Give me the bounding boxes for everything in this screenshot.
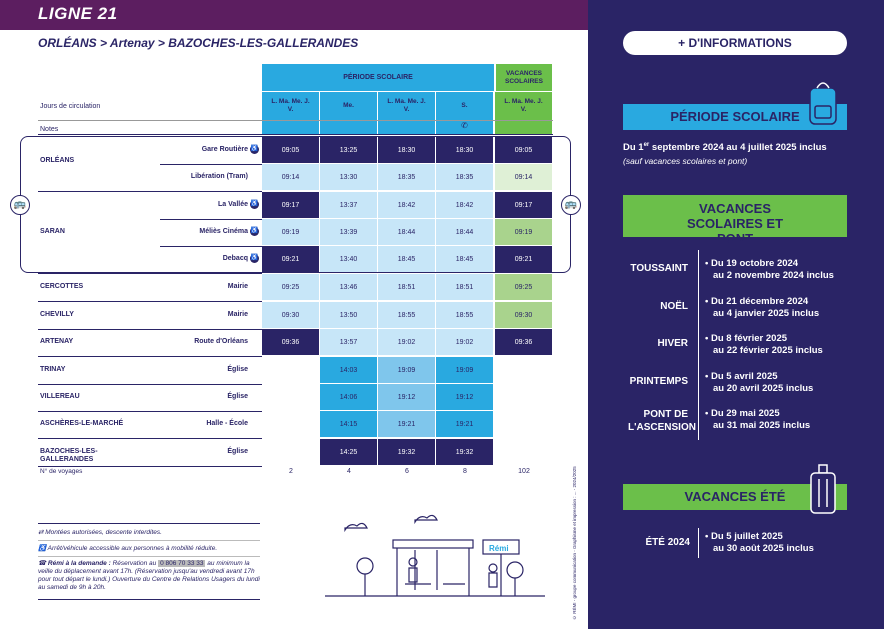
bus-icon: 🚌: [561, 195, 581, 215]
holiday-date-start: • Du 29 mai 2025: [705, 408, 780, 419]
time-cell: 19:32: [436, 439, 494, 466]
divider: [38, 523, 260, 524]
time-cell: 19:12: [378, 384, 436, 411]
time-cell: 09:36: [262, 329, 320, 356]
trips-label: N° de voyages: [40, 468, 83, 475]
divider: [38, 356, 262, 357]
time-cell: 18:51: [378, 274, 436, 301]
time-cell: [495, 439, 553, 466]
time-cell: 09:36: [495, 329, 553, 356]
wheelchair-icon: ♿: [250, 201, 259, 207]
city-name: CERCOTTES: [40, 283, 84, 290]
time-cell: 09:25: [495, 274, 553, 301]
notes-label: Notes: [40, 126, 59, 133]
credits-vertical: © RÉMI - groupe communication - Graphisme et impression : ... - 2024/2025: [572, 466, 577, 620]
time-cell: 09:17: [495, 192, 553, 219]
urban-zone-frame: [20, 136, 571, 273]
time-cell: [262, 439, 320, 466]
time-cell: 13:57: [320, 329, 378, 356]
time-cell: 18:35: [436, 164, 494, 191]
trip-number: 102: [518, 468, 530, 475]
phone-icon: ☎: [38, 560, 48, 567]
notes-cell: [262, 121, 320, 134]
time-cell: 09:21: [262, 246, 320, 273]
legend-on-demand: ☎ Rémi à la demande : Réservation au 0 806 70 33 33 au minimum la veille du déplacement avant 17h. (Réservation jusqu'au vendredi avant 17h pour tout départ le lundi.) Ouverture du Centre de Relations Usagers du lundi au samedi de 9h à 20h.: [38, 560, 260, 591]
wheelchair-icon: ♿: [250, 146, 259, 152]
school-period-dates: Du 1er septembre 2024 au 4 juillet 2025 inclus: [623, 142, 827, 154]
time-cell: 18:45: [378, 246, 436, 273]
time-cell: 09:30: [262, 302, 320, 329]
time-cell: 14:06: [320, 384, 378, 411]
city-name: BAZOCHES-LES-GALLERANDES: [40, 448, 98, 463]
holiday-name: PRINTEMPS: [629, 376, 688, 387]
holiday-date-end: au 31 mai 2025 inclus: [713, 420, 811, 431]
time-cell: 19:09: [436, 357, 494, 384]
stop-name: Debacq: [222, 255, 248, 262]
divider: [38, 273, 262, 274]
bus-icon: 🚌: [10, 195, 30, 215]
time-cell: 18:45: [436, 246, 494, 273]
stop-name: Route d'Orléans: [194, 338, 248, 345]
time-cell: 18:44: [436, 219, 494, 246]
city-name: ARTENAY: [40, 338, 74, 345]
holiday-date-start: • Du 21 décembre 2024: [705, 296, 809, 307]
time-cell: 18:55: [436, 302, 494, 329]
holiday-date-end: au 20 avril 2025 inclus: [713, 383, 814, 394]
stop-name: Méliès Cinéma: [199, 228, 248, 235]
divider: [38, 411, 262, 412]
divider: [38, 599, 260, 600]
holiday-date-start: • Du 5 avril 2025: [705, 371, 778, 382]
time-cell: 09:05: [262, 137, 320, 164]
time-cell: 19:21: [436, 411, 494, 438]
time-cell: 13:37: [320, 192, 378, 219]
time-cell: [262, 384, 320, 411]
time-cell: 19:02: [378, 329, 436, 356]
column-header: S.: [436, 92, 494, 120]
remi-logo: Rémi: [489, 544, 509, 553]
time-cell: [262, 357, 320, 384]
suitcase-icon: [808, 463, 838, 519]
holiday-name: PONT DE L'ASCENSION: [628, 409, 696, 433]
column-header: L. Ma. Me. J. V.: [378, 92, 436, 120]
boarding-icon: ⇄: [38, 529, 46, 536]
holiday-date-end: au 4 janvier 2025 inclus: [713, 308, 820, 319]
time-cell: 13:50: [320, 302, 378, 329]
period-holidays-header: VACANCES SCOLAIRES: [496, 64, 553, 91]
time-cell: 13:46: [320, 274, 378, 301]
route-title: ORLÉANS > Artenay > BAZOCHES-LES-GALLERANDES: [38, 36, 359, 50]
divider: [698, 528, 699, 558]
time-cell: 09:14: [495, 164, 553, 191]
stop-name: Gare Routière: [201, 146, 248, 153]
trip-number: 6: [405, 468, 409, 475]
time-cell: [495, 357, 553, 384]
time-cell: [262, 411, 320, 438]
time-cell: 09:25: [262, 274, 320, 301]
trip-number: 8: [463, 468, 467, 475]
time-cell: 18:42: [436, 192, 494, 219]
backpack-icon: [807, 78, 839, 128]
time-cell: 19:32: [378, 439, 436, 466]
trip-number: 4: [347, 468, 351, 475]
legend-accessible: ♿ Arrêt/véhicule accessible aux personnes à mobilité réduite.: [38, 545, 218, 552]
time-cell: 19:12: [436, 384, 494, 411]
stop-name: Halle - École: [206, 420, 248, 427]
holiday-date-start: • Du 8 février 2025: [705, 333, 788, 344]
school-period-heading: PÉRIODE SCOLAIRE: [623, 104, 847, 130]
time-cell: 13:39: [320, 219, 378, 246]
time-cell: 09:30: [495, 302, 553, 329]
divider: [38, 384, 262, 385]
time-cell: 19:02: [436, 329, 494, 356]
divider: [38, 134, 553, 135]
time-cell: 09:21: [495, 246, 553, 273]
holiday-name: HIVER: [657, 338, 688, 349]
time-cell: 18:30: [436, 137, 494, 164]
holiday-name: TOUSSAINT: [630, 263, 688, 274]
time-cell: 18:44: [378, 219, 436, 246]
city-name: ASCHÈRES-LE-MARCHÉ: [40, 420, 124, 427]
time-cell: 18:35: [378, 164, 436, 191]
legend-boarding: ⇄ Montées autorisées, descente interdites.: [38, 529, 162, 536]
time-cell: 14:25: [320, 439, 378, 466]
time-cell: 14:15: [320, 411, 378, 438]
stop-name: Mairie: [227, 283, 248, 290]
time-cell: 18:30: [378, 137, 436, 164]
time-cell: 09:19: [262, 219, 320, 246]
city-name: SARAN: [40, 228, 65, 235]
wheelchair-icon: ♿: [38, 545, 48, 552]
school-period-note: (sauf vacances scolaires et pont): [623, 156, 748, 166]
notes-cell: ✆: [436, 121, 494, 134]
notes-cell: [320, 121, 378, 134]
time-cell: [495, 384, 553, 411]
time-cell: 13:30: [320, 164, 378, 191]
divider: [38, 329, 262, 330]
city-name: TRINAY: [40, 366, 66, 373]
stop-name: Église: [227, 448, 248, 455]
holidays-heading: VACANCES SCOLAIRES ET PONT: [623, 195, 847, 237]
line-title: LIGNE 21: [38, 4, 118, 23]
notes-cell: [378, 121, 436, 134]
trip-number: 2: [289, 468, 293, 475]
time-cell: 18:42: [378, 192, 436, 219]
city-name: ORLÉANS: [40, 157, 75, 164]
column-header: Me.: [320, 92, 378, 120]
stop-name: Église: [227, 366, 248, 373]
city-name: VILLEREAU: [40, 393, 80, 400]
holiday-date-end: au 2 novembre 2024 inclus: [713, 270, 834, 281]
wheelchair-icon: ♿: [250, 255, 259, 261]
holiday-name: NOËL: [660, 301, 688, 312]
stop-name: Libération (Tram): [190, 173, 248, 180]
summer-name: ÉTÉ 2024: [645, 537, 690, 548]
time-cell: [495, 411, 553, 438]
time-cell: 14:03: [320, 357, 378, 384]
time-cell: 19:09: [378, 357, 436, 384]
column-header: L. Ma. Me. J. V.: [495, 92, 553, 120]
stop-name: Mairie: [227, 311, 248, 318]
divider: [38, 438, 262, 439]
notes-cell: [495, 121, 553, 134]
period-school-header: PÉRIODE SCOLAIRE: [262, 64, 495, 91]
summer-date-2: au 30 août 2025 inclus: [713, 543, 814, 554]
city-name: CHEVILLY: [40, 311, 74, 318]
summer-heading: VACANCES ÉTÉ: [623, 484, 847, 510]
wheelchair-icon: ♿: [250, 228, 259, 234]
divider: [698, 250, 699, 440]
time-cell: 09:19: [495, 219, 553, 246]
column-header: L. Ma. Me. J. V.: [262, 92, 320, 120]
divider: [38, 301, 262, 302]
time-cell: 09:05: [495, 137, 553, 164]
time-cell: 19:21: [378, 411, 436, 438]
divider: [38, 540, 260, 541]
time-cell: 18:51: [436, 274, 494, 301]
bus-stop-illustration: [325, 510, 545, 600]
stop-name: La Vallée: [218, 201, 248, 208]
time-cell: 13:40: [320, 246, 378, 273]
holiday-date-start: • Du 19 octobre 2024: [705, 258, 799, 269]
time-cell: 13:25: [320, 137, 378, 164]
stop-name: Église: [227, 393, 248, 400]
days-label: Jours de circulation: [40, 103, 101, 110]
time-cell: 09:14: [262, 164, 320, 191]
time-cell: 18:55: [378, 302, 436, 329]
time-cell: 09:17: [262, 192, 320, 219]
summer-date-1: • Du 5 juillet 2025: [705, 531, 783, 542]
more-info-button[interactable]: + D'INFORMATIONS: [623, 31, 847, 55]
holiday-date-end: au 22 février 2025 inclus: [713, 345, 823, 356]
divider: [38, 466, 262, 467]
divider: [38, 556, 260, 557]
